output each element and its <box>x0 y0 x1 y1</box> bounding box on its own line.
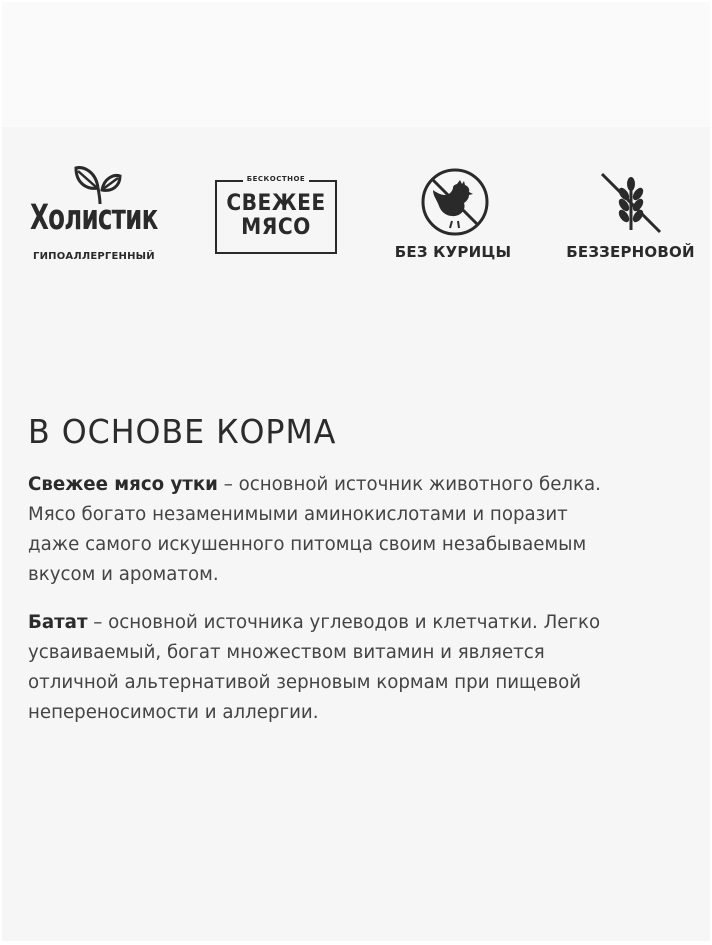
no-chicken-icon <box>419 166 491 238</box>
paragraph-duck-lead: Свежее мясо утки <box>28 474 218 495</box>
no-chicken-caption: БЕЗ КУРИЦЫ <box>394 243 512 261</box>
holistic-title: Холистик <box>30 198 158 238</box>
badge-grain-free <box>558 160 703 270</box>
paragraph-duck-line2: Мясо богато незаменимыми аминокислотами и поразит <box>28 504 568 525</box>
paragraph-sweet-potato-line3: отличной альтернативой зерновым кормам при пищевой <box>28 672 582 693</box>
paragraph-duck-line4: вкусом и ароматом. <box>28 564 219 585</box>
paragraph-duck-line1: – основной источник животного белка. <box>217 474 601 495</box>
paragraph-sweet-potato-line1: – основной источника углеводов и клетчатки. Легко <box>87 612 601 633</box>
feature-badges <box>2 160 710 270</box>
paragraph-sweet-potato <box>28 608 693 728</box>
product-info-page <box>2 2 710 941</box>
paragraph-duck <box>28 470 693 590</box>
grain-free-caption: БЕЗЗЕРНОВОЙ <box>566 243 695 261</box>
paragraph-sweet-potato-lead: Батат <box>28 612 88 633</box>
fresh-meat-line1: СВЕЖЕЕ <box>226 191 326 216</box>
badge-no-chicken <box>388 160 518 270</box>
fresh-meat-line2: МЯСО <box>241 215 311 240</box>
paragraph-duck-line3: даже самого искушенного питомца своим незабываемым <box>28 534 587 555</box>
fresh-meat-top: БЕСКОСТНОЕ <box>215 180 337 188</box>
holistic-subtitle: ГИПОАЛЛЕРГЕННЫЙ <box>33 251 155 262</box>
no-grain-icon <box>598 172 664 234</box>
badge-fresh-meat <box>215 175 339 274</box>
paragraph-sweet-potato-line2: усваиваемый, богат множеством витамин и является <box>28 642 545 663</box>
badge-holistic <box>30 160 175 270</box>
section-heading: В ОСНОВЕ КОРМА <box>28 412 337 452</box>
top-band <box>2 2 710 127</box>
paragraph-sweet-potato-line4: непереносимости и аллергии. <box>28 702 319 723</box>
